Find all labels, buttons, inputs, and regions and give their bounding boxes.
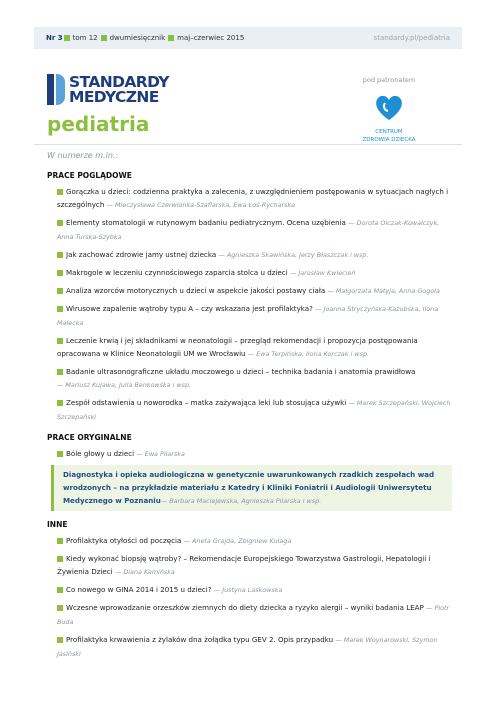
article-authors: — Agnieszka Skawińska, Jerzy Błaszczak i wsp. bbox=[218, 251, 369, 259]
list-item bbox=[57, 583, 452, 597]
list-item bbox=[57, 447, 452, 461]
list-item bbox=[57, 633, 452, 661]
bullet-square-icon bbox=[57, 189, 63, 195]
logo-line-2: MEDYCZNE bbox=[69, 87, 159, 106]
bullet-square-icon bbox=[64, 35, 70, 41]
list-item bbox=[57, 601, 452, 629]
bullet-square-icon bbox=[101, 35, 107, 41]
journal-logo bbox=[47, 74, 169, 105]
section-title: INNE bbox=[47, 520, 68, 529]
bullet-square-icon bbox=[57, 338, 63, 344]
article-title: Elementy stomatologii w rutynowym badaniu pediatrycznym. Ocena uzębienia bbox=[66, 218, 346, 227]
logo-line-1: STANDARDY bbox=[69, 72, 169, 91]
article-authors: — Diana Kamińska bbox=[114, 568, 175, 576]
bullet-square-icon bbox=[57, 306, 63, 312]
article-authors: — Marek Szczepański, Wojciech Szczepański bbox=[57, 399, 451, 421]
list-item bbox=[57, 284, 452, 298]
patron-name-2: ZDROWIA DZIECKA bbox=[362, 137, 416, 143]
article-title: Gorączka u dzieci: codzienna praktyka a zalecenia, z uwzględnieniem postępowania w sytuacjach nagłych i szczególnych bbox=[57, 187, 449, 209]
bullet-square-icon bbox=[57, 270, 63, 276]
article-title: Analiza wzorców motorycznych u dzieci w aspekcie jakości postawy ciała bbox=[66, 286, 326, 295]
divider bbox=[34, 144, 462, 145]
site-link[interactable]: standardy.pl/pediatria bbox=[373, 34, 450, 42]
bullet-square-icon bbox=[57, 605, 63, 611]
article-title: Jak zachować zdrowie jamy ustnej dziecka bbox=[66, 250, 217, 259]
article-authors: — Barbara Maciejewska, Agnieszka Pilarska i wsp. bbox=[160, 497, 322, 505]
article-authors: — Joanna Stryczyńska-Kazubska, Ilona Małecka bbox=[57, 305, 439, 327]
list-item bbox=[57, 534, 452, 548]
article-title: Kiedy wykonać biopsję wątroby? – Rekomendacje Europejskiego Towarzystwa Gastrologii, Hepatologii i Żywienia Dzieci bbox=[57, 554, 431, 576]
article-authors: — Małgorzata Matyja, Anna Gogola bbox=[327, 287, 440, 295]
article-title: Zespół odstawienia u noworodka – matka zażywająca leki lub stosująca używki bbox=[66, 398, 347, 407]
patron-block bbox=[352, 76, 426, 144]
article-authors: — Mariusz Kujawa, Julia Benkowska i wsp. bbox=[57, 381, 192, 389]
bullet-square-icon bbox=[57, 587, 63, 593]
list-item bbox=[57, 302, 452, 330]
article-title: Makrogole w leczeniu czynnościowego zaparcia stolca u dzieci bbox=[66, 268, 288, 277]
article-authors: — Dorota Olczak-Kowalczyk, Anna Turska-Szybka bbox=[57, 219, 440, 241]
bullet-square-icon bbox=[57, 220, 63, 226]
article-authors: — Aneta Grajda, Zbigniew Kułaga bbox=[183, 537, 292, 545]
logo-mark-icon bbox=[47, 74, 65, 105]
bullet-square-icon bbox=[57, 451, 63, 457]
patron-name-1: CENTRUM bbox=[375, 129, 403, 135]
bullet-square-icon bbox=[57, 369, 63, 375]
article-authors: — Ewa Terpińska, Ilona Korczak i wsp. bbox=[247, 350, 370, 358]
journal-subtitle: pediatria bbox=[47, 112, 150, 136]
article-title: Bóle głowy u dzieci bbox=[66, 449, 135, 458]
frequency: dwumiesięcznik bbox=[109, 34, 166, 42]
intro-text: W numerze m.in.: bbox=[47, 151, 119, 160]
article-title: Co nowego w GINA 2014 i 2015 u dzieci? bbox=[66, 585, 212, 594]
article-title: Profilaktyka otyłości od poczęcia bbox=[66, 536, 182, 545]
article-title: Profilaktyka krwawienia z żylaków dna żołądka typu GEV 2. Opis przypadku bbox=[66, 635, 334, 644]
issue-number: Nr 3 bbox=[46, 34, 63, 42]
volume: tom 12 bbox=[72, 34, 98, 42]
section-title: PRACE ORYGINALNE bbox=[47, 433, 132, 442]
list-item bbox=[57, 365, 452, 392]
table-of-contents bbox=[47, 149, 452, 665]
article-authors: — Justyna Laskowska bbox=[213, 586, 283, 594]
patron-label: pod patronatem bbox=[362, 76, 416, 84]
article-authors: — Mieczysława Czerwionka-Szaflarska, Ewa Łoś-Rycharska bbox=[106, 201, 296, 209]
section-title: PRACE POGLĄDOWE bbox=[47, 171, 132, 180]
issue-period: maj–czerwiec 2015 bbox=[177, 34, 245, 42]
article-authors: — Marek Woynarowski, Szymon Jasiński bbox=[57, 636, 438, 658]
article-title: Diagnostyka i opieka audiologiczna w genetycznie uwarunkowanych rzadkich zespołach wad wrodzonych – na przykładzie materiału z Katedry i Kliniki Foniatrii i Audiologii Uniwersytetu Medycznego w Poznaniu bbox=[63, 470, 435, 505]
article-title: Wczesne wprowadzanie orzeszków ziemnych do diety dziecka a ryzyko alergii – wyniki badania LEAP bbox=[66, 603, 424, 612]
bullet-square-icon bbox=[57, 252, 63, 258]
bullet-square-icon bbox=[57, 400, 63, 406]
bullet-square-icon bbox=[168, 35, 174, 41]
list-item bbox=[57, 248, 452, 262]
article-authors: — Jarosław Kwiecień bbox=[289, 269, 356, 277]
article-title: Badanie ultrasonograficzne układu moczowego u dzieci – technika badania i anatomia prawidłowa bbox=[66, 367, 416, 376]
list-item bbox=[57, 552, 452, 579]
list-item bbox=[57, 266, 452, 280]
article-authors: — Piotr Buda bbox=[57, 604, 450, 626]
heart-logo-icon bbox=[372, 90, 406, 124]
list-item bbox=[57, 185, 452, 212]
bullet-square-icon bbox=[57, 556, 63, 562]
article-title: Leczenie krwią i jej składnikami w neonatologii – przegląd rekomendacji i propozycja postępowania opracowana w Klinice Neonatologii UM we Wrocławiu bbox=[57, 336, 418, 358]
header-bar bbox=[34, 27, 462, 49]
list-item bbox=[57, 334, 452, 361]
bullet-square-icon bbox=[57, 637, 63, 643]
bullet-square-icon bbox=[57, 538, 63, 544]
list-item bbox=[57, 216, 452, 244]
featured-article bbox=[51, 465, 452, 511]
list-item bbox=[57, 396, 452, 424]
article-title: Wirusowe zapalenie wątroby typu A – czy wskazana jest profilaktyka? bbox=[66, 304, 313, 313]
article-authors: — Ewa Pilarska bbox=[136, 450, 185, 458]
bullet-square-icon bbox=[57, 288, 63, 294]
